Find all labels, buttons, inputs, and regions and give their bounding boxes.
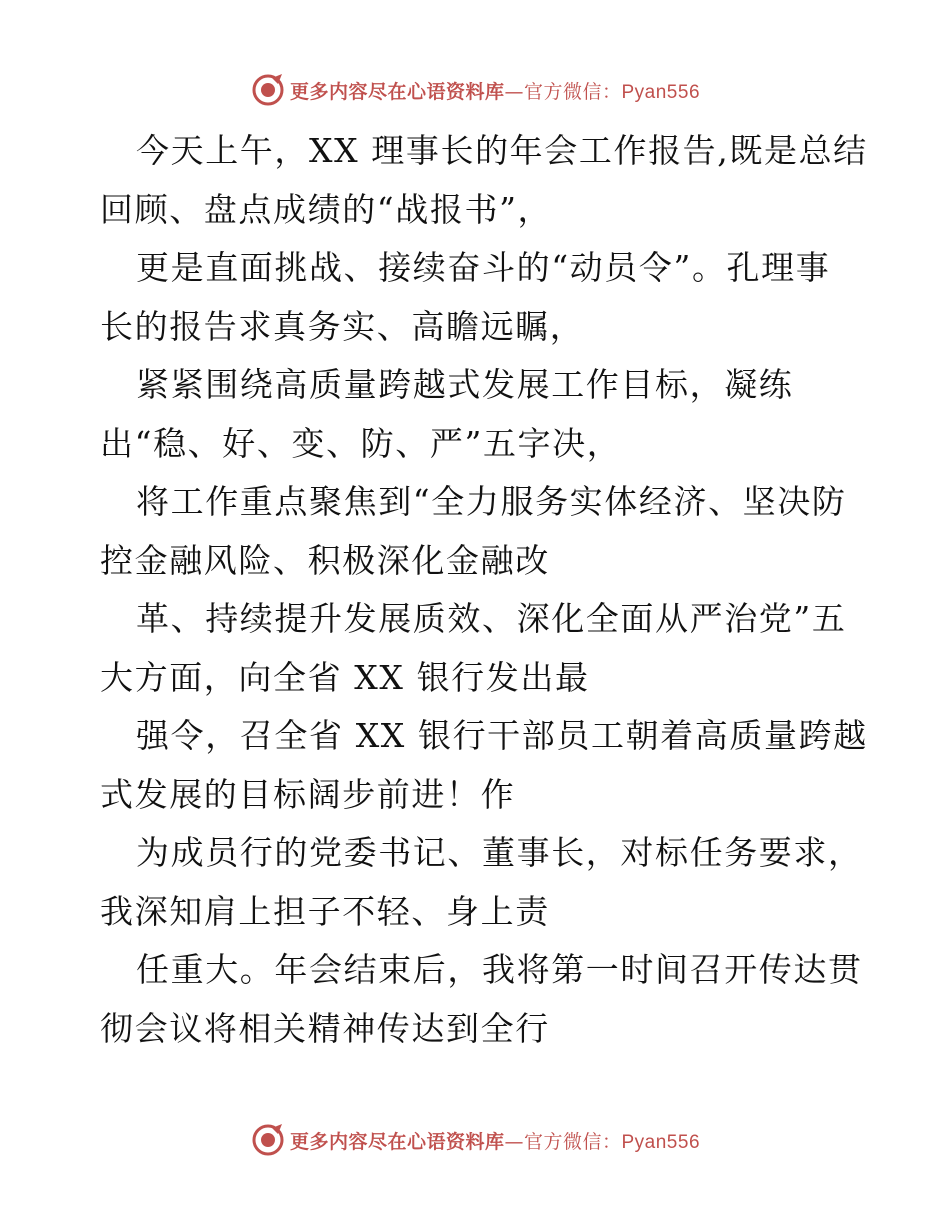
- header-banner: [0, 70, 950, 110]
- text-line: 今天上午，XX 理事长的年会工作报告,既是总结: [136, 131, 868, 170]
- text-line: 更是直面挑战、接续奋斗的“动员令”。孔理事: [136, 248, 831, 287]
- logo-icon: [250, 72, 286, 108]
- banner-main-text: 更多内容尽在心语资料库: [289, 80, 505, 103]
- text-line: 任重大。年会结束后，我将第一时间召开传达贯: [136, 950, 863, 989]
- text-line: 大方面，向全省 XX 银行发出最: [100, 657, 590, 697]
- text-line: 彻会议将相关精神传达到全行: [100, 1008, 550, 1048]
- banner-sub-text: 官方微信：: [523, 80, 622, 103]
- banner-dash: —: [504, 1130, 524, 1153]
- text-line: 式发展的目标阔步前进！作: [100, 774, 516, 814]
- text-line: 回顾、盘点成绩的“战报书”，: [100, 189, 553, 229]
- text-line: 我深知肩上担子不轻、身上责: [100, 891, 550, 931]
- banner-text: [290, 77, 700, 104]
- document-body: [100, 122, 868, 1058]
- banner-wechat-id: Pyan556: [621, 1131, 701, 1153]
- banner-sub-text: 官方微信：: [523, 1130, 622, 1153]
- banner-dash: —: [504, 80, 524, 103]
- text-line: 紧紧围绕高质量跨越式发展工作目标，凝练: [136, 365, 794, 404]
- text-line: 强令，召全省 XX 银行干部员工朝着高质量跨越: [136, 716, 868, 755]
- banner-main-text: 更多内容尽在心语资料库: [289, 1130, 505, 1153]
- text-line: 出“稳、好、变、防、严”五字决，: [100, 423, 622, 463]
- text-line: 革、持续提升发展质效、深化全面从严治党”五: [136, 599, 847, 638]
- text-line: 为成员行的党委书记、董事长，对标任务要求，: [136, 833, 863, 872]
- text-line: 将工作重点聚焦到“全力服务实体经济、坚决防: [136, 482, 847, 521]
- banner-text: [290, 1127, 700, 1154]
- footer-banner: [0, 1120, 950, 1160]
- banner-wechat-id: Pyan556: [621, 81, 701, 103]
- logo-icon: [250, 1122, 286, 1158]
- text-line: 长的报告求真务实、高瞻远瞩，: [100, 306, 585, 346]
- text-line: 控金融风险、积极深化金融改: [100, 540, 550, 580]
